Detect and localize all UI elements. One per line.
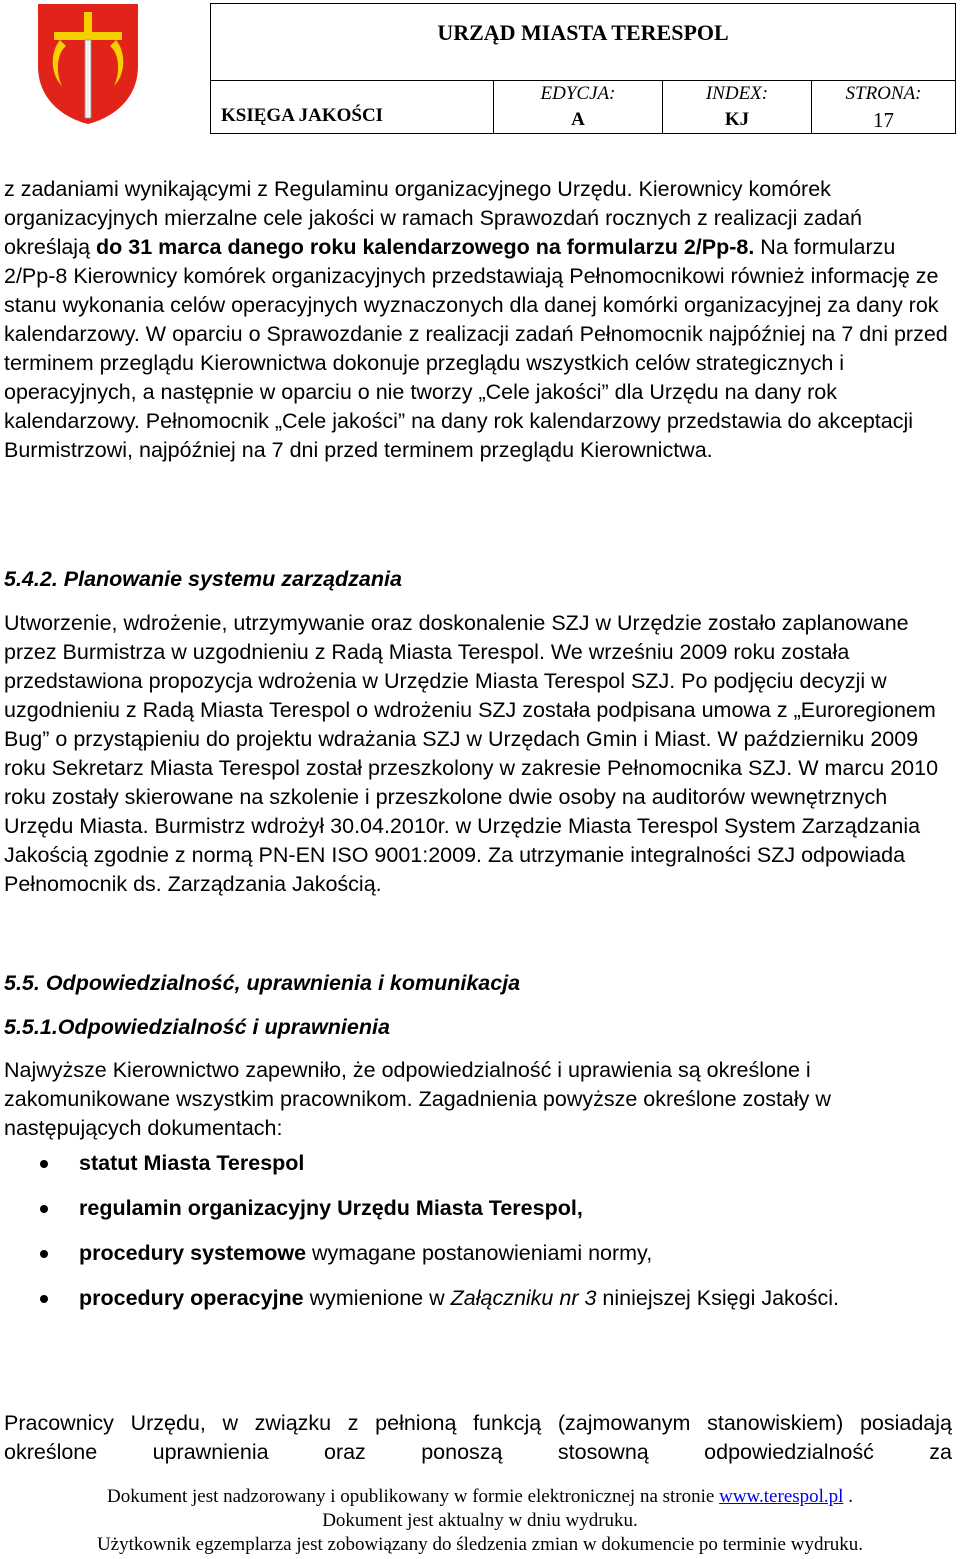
list-item — [4, 1141, 952, 1186]
document-header — [210, 3, 956, 134]
deadline-bold: do 31 marca danego roku kalendarzowego na formularzu 2/Pp-8. — [96, 235, 755, 259]
text-run: Na formularzu 2/Pp-8 Kierownicy komórek organizacyjnych przedstawiają Pełnomocnikowi również informację ze stanu wykonania celów operacyjnych wyznaczonych dla danej komórki organizacyjnej za dany rok kalendarzowy. W oparciu o Sprawozdanie z realizacji zadań Pełnomocnik najpóźniej na 7 dni przed terminem przeglądu Kierownictwa dokonuje przeglądu wszystkich celów strategicznych i operacyjnych, a następnie w oparciu o nie tworzy „Cele jakości” dla Urzędu na dany rok kalendarzowy. Pełnomocnik „Cele jakości” na dany rok kalendarzowy przedstawia do akceptacji Burmistrzowi, najpóźniej na 7 dni przed terminem przeglądu Kierownictwa. — [4, 235, 948, 462]
website-link[interactable]: www.terespol.pl — [719, 1486, 844, 1507]
list-item-text: wymienione w — [303, 1286, 451, 1310]
page-cell — [812, 81, 956, 134]
edition-cell — [494, 81, 663, 134]
list-item — [4, 1186, 952, 1231]
page-number: 17 — [873, 108, 894, 132]
footer-line-3: Użytkownik egzemplarza jest zobowiązany do śledzenia zmian w dokumencie po terminie wydruku. — [96, 1534, 864, 1555]
list-item — [4, 1231, 952, 1276]
bullet-icon — [40, 1250, 48, 1258]
documents-list — [4, 1141, 952, 1321]
edition-value: A — [571, 109, 585, 130]
paragraph-planning — [4, 609, 952, 899]
paragraph-responsibility — [4, 1056, 952, 1143]
paragraph-text: Utworzenie, wdrożenie, utrzymywanie oraz doskonalenie SZJ w Urzędzie zostało zaplanowane przez Burmistrza w uzgodnieniu z Radą Miasta Terespol. We wrześniu 2009 roku została przedstawiona propozycja wdrożenia w Urzędzie Miasta Terespol SZJ. Po podjęciu decyzji w uzgodnieniu z Radą Miasta Terespol o wdrożeniu SZJ została podpisana umowa z „Euroregionem Bug” o przystąpieniu do projektu wdrażania SZJ w Urzędach Gmin i Miast. W październiku 2009 roku Sekretarz Miasta Terespol został przeszkolony w zakresie Pełnomocnika SZJ. W marcu 2010 roku zostały skierowane na szkolenie i przeszkolone dwie osoby na auditorów wewnętrznych Urzędu Miasta. Burmistrz wdrożył 30.04.2010r. w Urzędzie Miasta Terespol System Zarządzania Jakością zgodnie z normą PN-EN ISO 9001:2009. Za utrzymanie integralności SZJ odpowiada Pełnomocnik ds. Zarządzania Jakością. — [4, 611, 939, 896]
section-heading-5-4-2: 5.4.2. Planowanie systemu zarządzania — [4, 567, 402, 591]
list-item-text: regulamin organizacyjny Urzędu Miasta Terespol, — [79, 1196, 583, 1220]
list-item-text: statut Miasta Terespol — [79, 1151, 305, 1175]
attachment-ref: Załączniku nr 3 — [450, 1286, 597, 1310]
manual-name: KSIĘGA JAKOŚCI — [211, 81, 494, 134]
paragraph-text — [4, 175, 952, 465]
page-footer — [0, 1485, 960, 1557]
paragraph-text: Najwyższe Kierownictwo zapewniło, że odpowiedzialność i uprawienia są określone i zakomunikowane wszystkim pracownikom. Zagadnienia powyższe określone zostały w następujących dokumentach: — [4, 1058, 831, 1140]
footer-line-2: Dokument jest aktualny w dniu wydruku. — [322, 1510, 638, 1531]
paragraph-text: Pracownicy Urzędu, w związku z pełnioną funkcją (zajmowanym stanowiskiem) posiadają określone uprawnienia oraz ponoszą stosowną odpowiedzialność za — [4, 1411, 952, 1464]
paragraph-goals — [4, 175, 952, 465]
index-value: KJ — [724, 109, 750, 130]
footer-line-1 — [0, 1485, 960, 1509]
footer-text: Dokument jest nadzorowany i opublikowany w formie elektronicznej na stronie — [107, 1486, 720, 1507]
list-item-text: niniejszej Księgi Jakości. — [596, 1286, 840, 1310]
page-label: STRONA: — [845, 83, 922, 104]
section-heading-5-5-1: 5.5.1.Odpowiedzialność i uprawnienia — [4, 1015, 390, 1039]
edition-label: EDYCJA: — [540, 83, 616, 104]
office-name: URZĄD MIASTA TERESPOL — [211, 4, 956, 81]
bullet-icon — [40, 1295, 48, 1303]
index-cell — [663, 81, 812, 134]
paragraph-employees — [4, 1409, 952, 1467]
list-item-bold: procedury operacyjne — [79, 1286, 304, 1310]
list-item-bold: procedury systemowe — [79, 1241, 307, 1265]
list-item — [4, 1276, 952, 1321]
bullet-icon — [40, 1205, 48, 1213]
list-item-text: wymagane postanowieniami normy, — [306, 1241, 653, 1265]
bullet-icon — [40, 1160, 48, 1168]
terespol-coat-of-arms — [34, 2, 142, 126]
section-heading-5-5: 5.5. Odpowiedzialność, uprawnienia i komunikacja — [4, 971, 521, 995]
index-label: INDEX: — [705, 83, 769, 104]
footer-text: . — [843, 1486, 853, 1507]
text-run: z zadaniami wynikającymi z Regulaminu organizacyjnego Urzędu. Kierownicy komórek organizacyjnych mierzalne cele jakości w ramach Sprawozdań rocznych z realizacji zadań określają — [4, 177, 862, 259]
